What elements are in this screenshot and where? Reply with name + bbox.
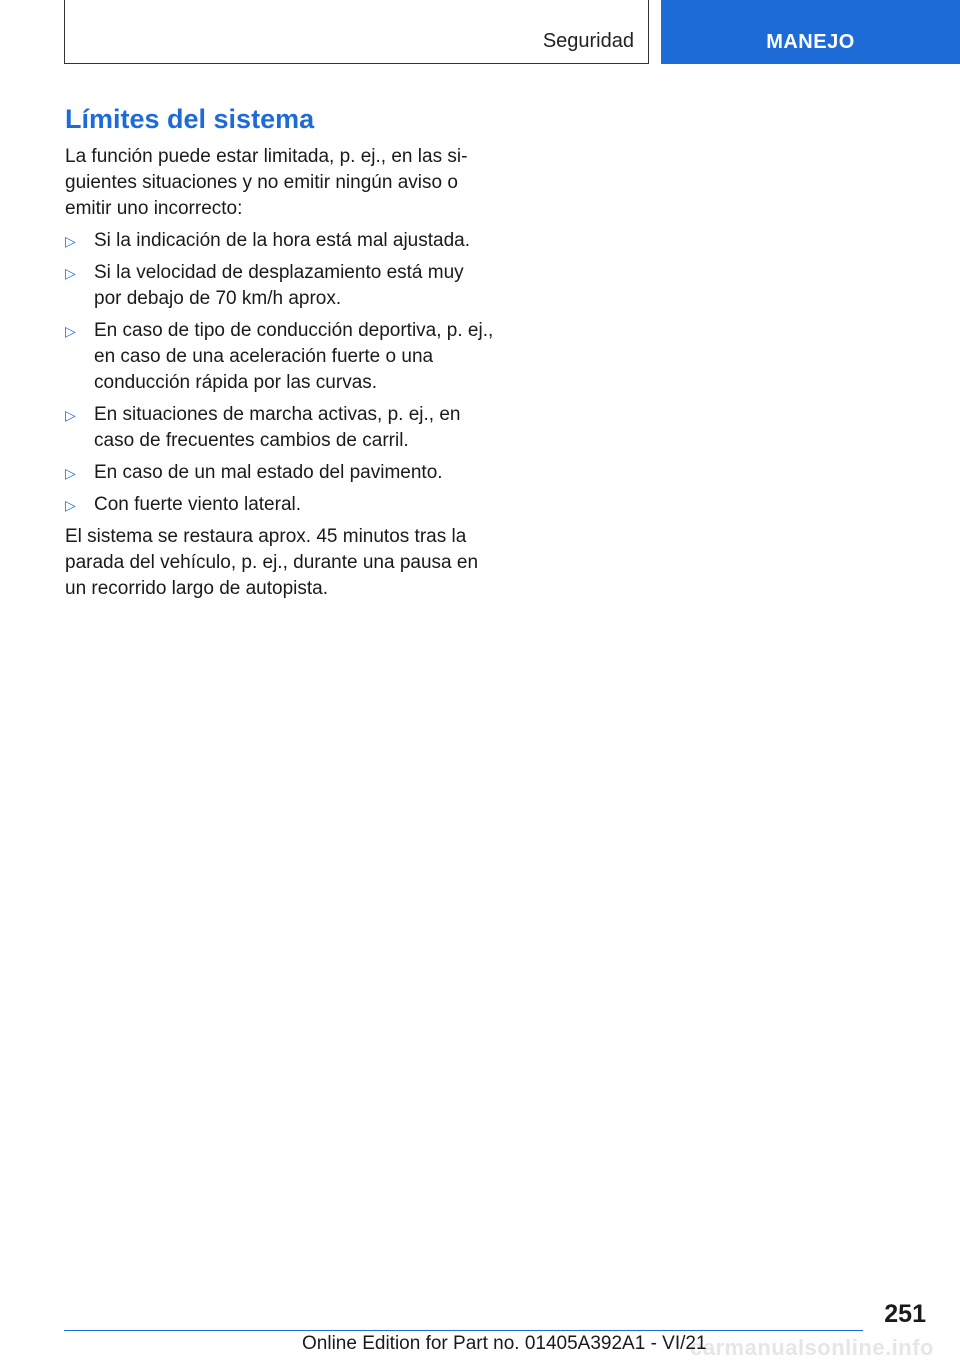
list-item xyxy=(65,228,495,254)
section-title: Seguridad xyxy=(542,30,634,52)
triangle-bullet-icon: ▷ xyxy=(65,465,76,481)
list-item-text: Si la velocidad de desplazamiento está muy por debajo de 70 km/h aprox. xyxy=(94,262,464,309)
bullet-list xyxy=(65,228,495,518)
list-item-text: Si la indicación de la hora está mal ajustada. xyxy=(94,230,471,251)
chapter-tab-label: MANEJO xyxy=(766,31,855,53)
main-content xyxy=(65,100,495,602)
list-item xyxy=(65,492,495,518)
list-item-text: En situaciones de marcha activas, p. ej., en caso de frecuentes cambios de carril. xyxy=(94,404,461,451)
triangle-bullet-icon: ▷ xyxy=(65,323,76,339)
intro-paragraph: La función puede estar limitada, p. ej., en las si-guientes situaciones y no emitir ningún aviso o emitir uno incorrecto: xyxy=(65,146,468,219)
triangle-bullet-icon: ▷ xyxy=(65,265,76,281)
triangle-bullet-icon: ▷ xyxy=(65,497,76,513)
list-item xyxy=(65,460,495,486)
header-frame xyxy=(64,0,649,64)
page-number: 251 xyxy=(884,1300,926,1328)
chapter-tab[interactable] xyxy=(661,0,960,64)
list-item-text: En caso de un mal estado del pavimento. xyxy=(94,462,443,483)
page-title: Límites del sistema xyxy=(65,104,315,134)
triangle-bullet-icon: ▷ xyxy=(65,407,76,423)
list-item-text: Con fuerte viento lateral. xyxy=(94,494,302,515)
list-item-text: En caso de tipo de conducción deportiva, p. ej., en caso de una aceleración fuerte o una conducción rápida por las curvas. xyxy=(94,320,494,393)
outro-paragraph: El sistema se restaura aprox. 45 minutos tras la parada del vehículo, p. ej., durante una pausa en un recorrido largo de autopista. xyxy=(65,526,479,599)
list-item xyxy=(65,260,495,312)
list-item xyxy=(65,318,495,396)
footer-divider xyxy=(64,1330,863,1331)
edition-note: Online Edition for Part no. 01405A392A1 - VI/21 xyxy=(302,1333,707,1354)
watermark: carmanualsonline.info xyxy=(690,1335,934,1360)
list-item xyxy=(65,402,495,454)
triangle-bullet-icon: ▷ xyxy=(65,233,76,249)
